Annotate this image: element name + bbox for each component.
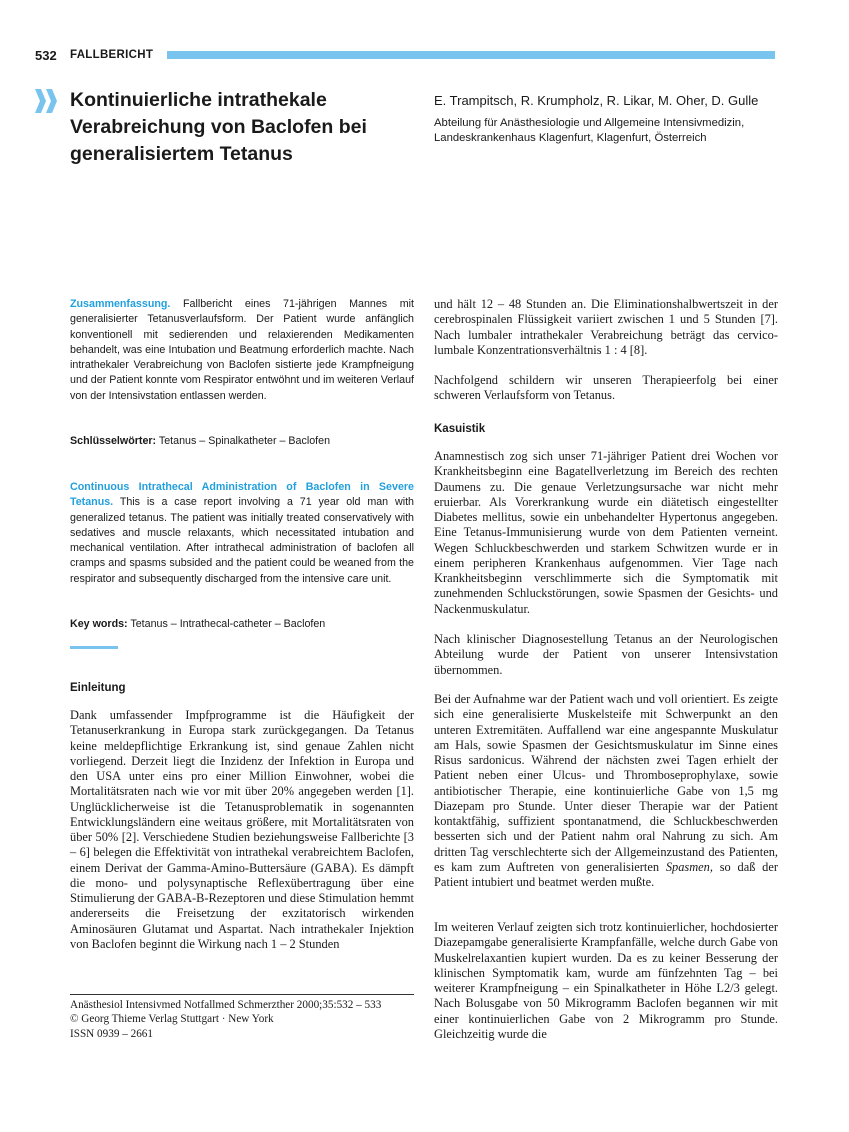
affiliation: Abteilung für Anästhesiologie und Allgemeine Intensivmedizin, Landeskrankenhaus Klagenfurt, Klagenfurt, Österreich [434, 117, 745, 144]
footer [70, 998, 414, 1041]
abstract-english-lead: Continuous Intrathecal Administration of Baclofen in Severe Tetanus. [70, 481, 414, 509]
right-paragraph-4: Nach klinischer Diagnosestellung Tetanus an der Neurologischen Abteilung wurde der Patient von unserer Intensivstation übernommen. [434, 632, 778, 677]
abstract-german [70, 297, 414, 404]
intro-text: Dank umfassender Impfprogramme ist die Häufigkeit der Tetanuserkrankung in Europa stark zurückgegangen. Da Tetanus keine meldepflichtige Erkrankung ist, sind genaue Zahlen nicht vorliegend. Derzeit liegt die Inzidenz der Infektion in Europa und den USA unter eins pro einer Million Einwohner, wobei die Mortalitätsraten nach wie vor mit über 20% angegeben werden [1]. Unglücklicherweise ist die Tetanusproblematik in sogenannten Entwicklungsländern eine weitaus größere, mit Mortalitätsraten von über 50% [2]. Verschiedene Studien beziehungsweise Fallberichte [3 – 6] belegen die Effektivität von intrathekal verabreichtem Baclofen, einem Derivat der Gamma-Amino-Buttersäure (GABA). Es dämpft die mono- und polysynaptische Reflexübertragung über eine Stimulierung der GABA-B-Rezeptoren und diese Stimulation hemmt andererseits die Freisetzung der exzitatorisch wirkenden Aminosäuren Glutamat und Aspartat. Nach intrathekaler Injektion von Baclofen beginnt die Wirkung nach 1 – 2 Stunden [70, 708, 414, 951]
footer-divider [70, 994, 414, 995]
right-paragraph-2: Nachfolgend schildern wir unseren Therapieerfolg bei einer schweren Verlaufsform von Tetanus. [434, 373, 778, 403]
right-paragraph-5b: so daß der Patient intubiert und beatmet werden mußte. [434, 859, 778, 889]
right-paragraph-5 [434, 692, 778, 890]
authors: E. Trampitsch, R. Krumpholz, R. Likar, M. Oher, D. Gulle [434, 93, 759, 108]
section-divider [70, 646, 118, 649]
right-paragraph-5-emphasis: Spasmen, [665, 859, 713, 874]
keywords-german-text: Tetanus – Spinalkatheter – Baclofen [156, 435, 331, 447]
right-paragraph-6: Im weiteren Verlauf zeigten sich trotz kontinuierlicher, hochdosierter Diazepamgabe generalisierte Krampfanfälle, welche durch Gabe von Muskelrelaxantien kupiert wurden. Da es zu keiner Besserung der klinischen Symptomatik kam, wurde am fünfzehnten Tag – bei weiterer Krampfneigung – ein Spinalkatheter in Höhe L2/3 gelegt. Nach Bolusgabe von 50 Mikrogramm Baclofen begannen wir mit einer kontinuierlichen Gabe von 2 Mikrogramm pro Stunde. Gleichzeitig wurde die [434, 920, 778, 1041]
right-paragraph-3: Anamnestisch zog sich unser 71-jähriger Patient drei Wochen vor Krankheitsbeginn eine Bagatellverletzung im Bereich des rechten Daumens zu. Die genaue Verletzungsursache war nicht mehr eruierbar. Als Vorerkrankung wurde ein diätetisch eingestellter Diabetes mellitus, sowie ein unbehandelter Hypertonus angegeben. Eine Tetanus-Immunisierung wurde von dem Patienten verneint. Wegen Schluckbeschwerden und starkem Schwitzen wurde er in einem peripheren Krankenhaus aufgenommen. Vier Tage nach Krankheitsbeginn verschlimmerte sich die Symptomatik mit zunehmenden Schluckstörungen, sowie Spasmen der Gesichts- und Nackenmuskulatur. [434, 449, 778, 616]
double-chevron-icon [35, 89, 59, 113]
keywords-english [70, 617, 414, 632]
keywords-english-label: Key words: [70, 618, 128, 630]
keywords-english-text: Tetanus – Intrathecal-catheter – Baclofen [127, 618, 326, 630]
abstract-german-lead: Zusammenfassung. [70, 298, 171, 310]
footer-citation: Anästhesiol Intensivmed Notfallmed Schmerzther 2000;35:532 – 533 [70, 999, 382, 1011]
keywords-german-label: Schlüsselwörter: [70, 435, 157, 447]
abstract-german-text: Fallbericht eines 71-jährigen Mannes mit generalisierter Tetanusverlaufsform. Der Patient wurde anfänglich konventionell mit sedierenden und relaxierenden Medikamenten behandelt, was eine Intubation und Beatmung erforderlich machte. Nach intrathekaler Verabreichung von Baclofen sistierte jede Krampfneigung und der Patient konnte vom Respirator entwöhnt und im weiteren Verlauf von der Intensivstation entlassen werden. [70, 298, 414, 402]
right-paragraph-5a: Bei der Aufnahme war der Patient wach und voll orientiert. Es zeigte sich eine generalisierte Muskelsteife mit Schwerpunkt an den unteren Extremitäten. Auffallend war eine angespannte Muskulatur am Hals, sowie Spasmen der Gesichtsmuskulatur im Sinne eines Risus sardonicus. Während der nächsten zwei Tagen erhielt der Patient neben einer Ulcus- und Thromboseprophylaxe, sowie antibiotischer Therapie, eine kontinuierliche Gabe von 1,5 mg Diazepam pro Stunde. Unter dieser Therapie war der Patient kontaktfähig, suffizient spontanatmend, die Schluckbeschwerden besserten sich und der Patient nahm oral Nahrung zu sich. Am dritten Tag verschlechterte sich der Allgemeinzustand des Patienten, es kam zum Auftreten von generalisierten [434, 692, 778, 874]
page-number: 532 [35, 48, 57, 63]
footer-issn: ISSN 0939 – 2661 [70, 1027, 153, 1040]
abstract-english-text: This is a case report involving a 71 year old man with generalized tetanus. The patient was initially treated conservatively with sedatives and muscle relaxants, which necessitated intubation and mechanical ventilation. After intrathecal administration of baclofen all cramps and spasms subsided and the patient could be weaned from the respirator and subsequently discharged from the intensive care unit. [70, 496, 414, 585]
article-title: Kontinuierliche intrathekale Verabreichung von Baclofen bei generalisiertem Tetanus [70, 89, 367, 165]
case-heading: Kasuistik [434, 423, 486, 435]
section-label: FALLBERICHT [70, 49, 154, 61]
intro-heading: Einleitung [70, 682, 126, 694]
abstract-english [70, 480, 414, 587]
header-accent-bar [167, 51, 775, 59]
footer-publisher: © Georg Thieme Verlag Stuttgart · New York [70, 1013, 274, 1026]
keywords-german [70, 434, 414, 449]
right-paragraph-1: und hält 12 – 48 Stunden an. Die Eliminationshalbwertszeit in der cerebrospinalen Flüssigkeit variiert zwischen 1 und 5 Stunden [7]. Nach lumbaler intrathekaler Verabreichung beträgt das cervico-lumbale Konzentrationsverhältnis 1 : 4 [8]. [434, 297, 778, 357]
